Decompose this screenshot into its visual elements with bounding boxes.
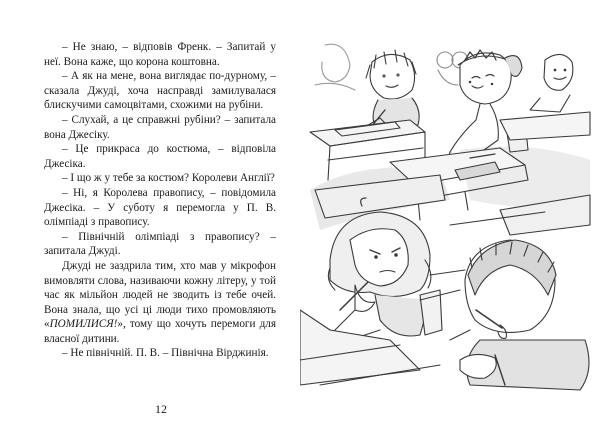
paragraph-text: Джуді не заздрила тим, хто мав у мікрофон вимовляти слова, називаючи кожну літеру, у той час як мільйон людей не зводить із тебе очей. Вона знала, що усі ці люди тихо промовляють « [44, 259, 276, 331]
text-column [44, 40, 276, 361]
paragraph: – Не північній. П. В. – Північна Вірджинія. [62, 347, 269, 360]
page-number: 12 [155, 402, 167, 416]
classroom-illustration [300, 40, 600, 400]
paragraph: – Не знаю, – відповів Френк. – Запитай у неї. Вона каже, що корона коштовна. [44, 41, 276, 68]
paragraph: – Північній олімпіаді з правопису? – запитала Джуді. [44, 230, 276, 258]
paragraph: – Це прикраса до костюма, – відповіла Джесіка. [44, 143, 276, 170]
paragraph-text-tail: », тому що хочуть перемоги для власної дитини. [44, 318, 276, 345]
italic-exclamation: ПОМИЛИСЯ! [49, 318, 118, 331]
paragraph: – А як на мене, вона виглядає по-дурному, – сказала Джуді, хоча насправді замилувалася блискучими самоцвітами, схожими на рубіни. [44, 70, 276, 112]
paragraph [44, 259, 276, 347]
paragraph: – І що ж у тебе за костюм? Королеви Англії? [62, 172, 275, 185]
paragraph: – Ні, я Королева правопису, – повідомила Джесіка. – У суботу я перемогла у П. В. олімпіаді з правопису. [44, 186, 276, 229]
paragraph: – Слухай, а це справжні рубіни? – запитала вона Джесіку. [44, 113, 276, 141]
